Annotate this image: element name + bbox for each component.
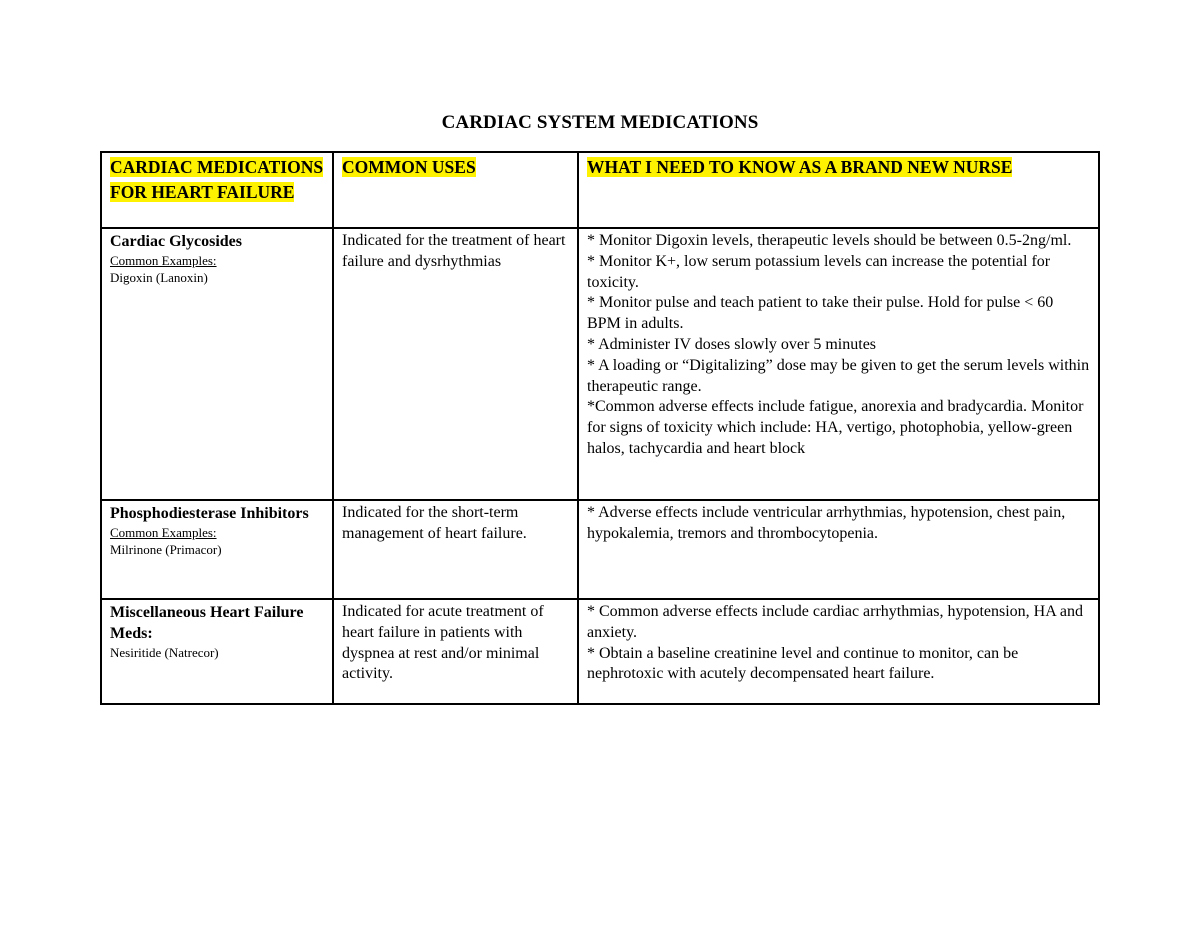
note-item: * Obtain a baseline creatinine level and continue to monitor, can be nephrotoxic with acutely decompensated heart failure. bbox=[587, 644, 1019, 683]
note-item: * Adverse effects include ventricular arrhythmias, hypotension, chest pain, hypokalemia, tremors and thrombocytopenia. bbox=[587, 504, 1066, 542]
header-common-uses: COMMON USES bbox=[342, 157, 476, 177]
drug-class-name: Miscellaneous Heart Failure Meds: bbox=[110, 604, 304, 642]
uses-text: Indicated for acute treatment of heart failure in patients with dyspnea at rest and/or minimal activity. bbox=[342, 603, 544, 683]
page-title: CARDIAC SYSTEM MEDICATIONS bbox=[441, 112, 759, 133]
table-row bbox=[101, 599, 1099, 704]
note-item: *Common adverse effects include fatigue, anorexia and bradycardia. Monitor for signs of toxicity which include: HA, vertigo, photophobia, yellow-green halos, tachycardia and heart block bbox=[587, 398, 1084, 457]
note-item: * Common adverse effects include cardiac arrhythmias, hypotension, HA and anxiety. bbox=[587, 603, 1084, 641]
table-header-row bbox=[101, 152, 1099, 228]
examples-label: Common Examples: bbox=[110, 525, 217, 540]
header-nurse-notes: WHAT I NEED TO KNOW AS A BRAND NEW NURSE bbox=[587, 157, 1013, 177]
header-medications: CARDIAC MEDICATIONS FOR HEART FAILURE bbox=[110, 157, 324, 202]
medications-table bbox=[100, 151, 1100, 705]
header-cell-medications bbox=[101, 152, 333, 228]
examples-label: Common Examples: bbox=[110, 253, 217, 268]
header-cell-notes bbox=[578, 152, 1099, 228]
note-item: * A loading or “Digitalizing” dose may be given to get the serum levels within therapeutic range. bbox=[587, 356, 1090, 395]
note-item: * Monitor K+, low serum potassium levels can increase the potential for toxicity. bbox=[587, 252, 1051, 291]
note-item: * Monitor Digoxin levels, therapeutic levels should be between 0.5-2ng/ml. bbox=[587, 232, 1072, 249]
uses-cell bbox=[333, 500, 578, 599]
medication-cell bbox=[101, 500, 333, 599]
uses-cell bbox=[333, 599, 578, 704]
drug-class-name: Cardiac Glycosides bbox=[110, 233, 242, 250]
medication-cell bbox=[101, 599, 333, 704]
uses-text: Indicated for the treatment of heart failure and dysrhythmias bbox=[342, 232, 566, 270]
note-item: * Monitor pulse and teach patient to take their pulse. Hold for pulse < 60 BPM in adults. bbox=[587, 294, 1054, 333]
uses-text: Indicated for the short-term management of heart failure. bbox=[342, 504, 527, 542]
medication-cell bbox=[101, 228, 333, 500]
examples-value: Digoxin (Lanoxin) bbox=[110, 270, 208, 285]
table-row bbox=[101, 500, 1099, 599]
note-item: * Administer IV doses slowly over 5 minutes bbox=[587, 335, 877, 353]
uses-cell bbox=[333, 228, 578, 500]
notes-cell bbox=[578, 500, 1099, 599]
notes-cell bbox=[578, 599, 1099, 704]
header-cell-uses bbox=[333, 152, 578, 228]
examples-value: Nesiritide (Natrecor) bbox=[110, 645, 219, 660]
notes-cell bbox=[578, 228, 1099, 500]
drug-class-name: Phosphodiesterase Inhibitors bbox=[110, 505, 309, 522]
examples-value: Milrinone (Primacor) bbox=[110, 542, 222, 557]
table-row bbox=[101, 228, 1099, 500]
